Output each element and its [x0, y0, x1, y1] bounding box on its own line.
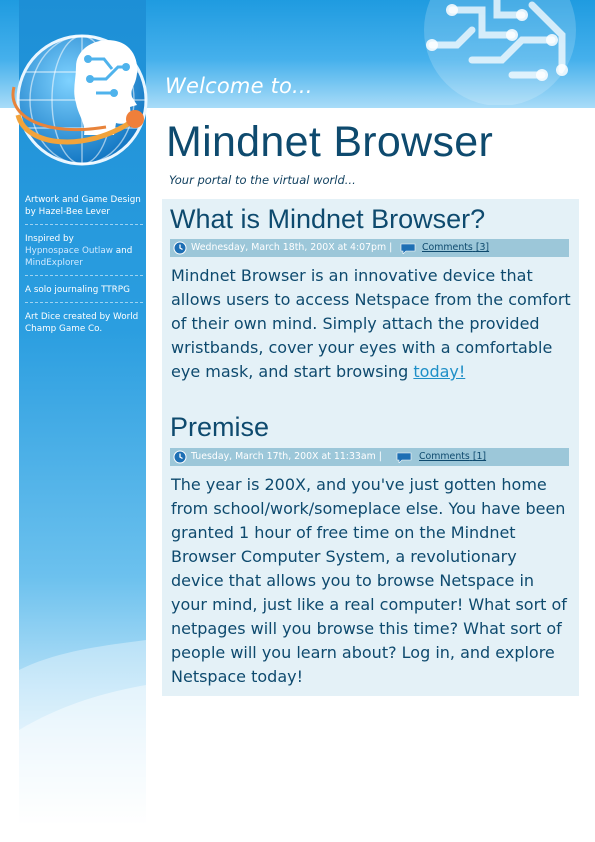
circuit-globe-icon: [412, 0, 587, 105]
speech-bubble-icon: [400, 243, 416, 254]
comments-link[interactable]: Comments [1]: [419, 451, 487, 462]
page-title: Mindnet Browser: [166, 118, 494, 166]
comments-link[interactable]: Comments [3]: [422, 242, 490, 253]
hypnospace-outlaw-link[interactable]: Hypnospace Outlaw: [25, 246, 113, 256]
post-date: Tuesday, March 17th, 200X at 11:33am |: [191, 451, 382, 462]
post-body: Mindnet Browser is an innovative device that allows users to access Netspace from the comfort of their own mind. Simply attach the provided wristbands, cover your eyes with a comfortable eye mask, and start browsing today!: [171, 266, 571, 381]
credit-inspired-and: and: [112, 246, 133, 256]
welcome-text: Welcome to...: [165, 74, 313, 98]
credit-inspired-prefix: Inspired by: [25, 234, 74, 244]
speech-bubble-icon: [396, 452, 412, 463]
credit-solo-journaling: A solo journaling TTRPG: [25, 284, 143, 303]
mindnet-globe-head-logo: [6, 27, 154, 175]
sidebar-wave-decoration: [19, 640, 146, 840]
sidebar-credits: [25, 194, 143, 349]
post-title: Premise: [170, 412, 270, 442]
mindexplorer-link[interactable]: MindExplorer: [25, 258, 83, 268]
post-meta-bar: [170, 239, 569, 257]
post-meta-bar: [170, 448, 569, 466]
credit-inspired: [25, 233, 143, 276]
post-title: What is Mindnet Browser?: [170, 204, 486, 234]
post-body: The year is 200X, and you've just gotten home from school/work/someplace else. You have been granted 1 hour of free time on the Mindnet Browser Computer System, a revolutionary device that allows you to browse Netspace in your mind, just like a real computer! What sort of netpages will you browse this time? What sort of people will you learn about? Log in, and explore Netspace today!: [171, 475, 567, 686]
tagline: Your portal to the virtual world...: [169, 173, 356, 187]
credit-art-dice: Art Dice created by World Champ Game Co.: [25, 312, 139, 334]
post-date: Wednesday, March 18th, 200X at 4:07pm |: [191, 242, 393, 253]
content-panel: [162, 199, 579, 696]
clock-icon: [173, 450, 187, 464]
credit-artwork: Artwork and Game Design by Hazel-Bee Lever: [25, 194, 143, 225]
clock-icon: [173, 241, 187, 255]
today-link[interactable]: today!: [413, 362, 466, 381]
